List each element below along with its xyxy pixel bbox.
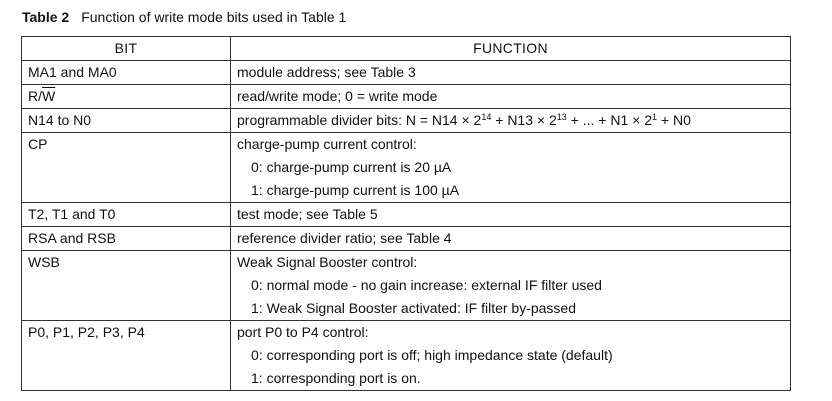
bit-cell: MA1 and MA0 [22,61,231,85]
function-line: read/write mode; 0 = write mode [237,88,438,104]
function-line: charge-pump current control: [237,136,417,152]
formula-exponent: 1 [651,112,657,122]
function-cell [231,251,791,321]
function-option-line: 0: corresponding port is off; high impedance state (default) [251,347,613,363]
function-option-line: 1: charge-pump current is 100 µA [251,182,460,198]
bit-prefix: R/ [28,88,42,104]
formula-part: + ... + N1 × 2 [566,112,652,128]
bit-cell: P0, P1, P2, P3, P4 [22,321,231,391]
formula-part: + N0 [657,112,691,128]
header-bit: BIT [22,37,231,61]
bit-cell [22,85,231,109]
function-option-line: 1: Weak Signal Booster activated: IF filter by-passed [251,300,577,316]
function-line: port P0 to P4 control: [237,324,369,340]
bit-cell: CP [22,133,231,203]
formula-part: programmable divider bits: N = N14 × 2 [237,112,482,128]
function-line: reference divider ratio; see Table 4 [237,230,452,246]
table-row [22,133,791,203]
table-row [22,251,791,321]
table-caption [22,9,346,25]
table-number: Table 2 [22,9,70,25]
table-title: Function of write mode bits used in Table 1 [81,9,347,25]
function-option-line: 0: normal mode - no gain increase: external IF filter used [251,277,602,293]
table-row [22,109,791,133]
function-cell [231,109,791,133]
table-row [22,61,791,85]
bit-overline: $\overline{W}$ [42,88,56,104]
function-line: module address; see Table 3 [237,64,416,80]
formula-exponent: 14 [481,112,492,122]
bit-cell: WSB [22,251,231,321]
bit-cell: RSA and RSB [22,227,231,251]
function-cell [231,227,791,251]
table-row [22,203,791,227]
table-header-row [22,37,791,61]
table-row [22,85,791,109]
formula-line [237,109,784,132]
function-option-line: 0: charge-pump current is 20 µA [251,159,452,175]
function-option-line: 1: corresponding port is on. [251,370,421,386]
function-cell [231,133,791,203]
function-line: Weak Signal Booster control: [237,254,418,270]
function-cell [231,203,791,227]
table-row [22,321,791,391]
header-function: FUNCTION [231,37,791,61]
function-line: test mode; see Table 5 [237,206,378,222]
function-cell [231,61,791,85]
function-cell [231,321,791,391]
write-mode-bits-table [21,36,791,391]
formula-part: + N13 × 2 [491,112,557,128]
formula-exponent: 13 [556,112,567,122]
bit-cell: T2, T1 and T0 [22,203,231,227]
table-row [22,227,791,251]
bit-cell: N14 to N0 [22,109,231,133]
function-cell [231,85,791,109]
